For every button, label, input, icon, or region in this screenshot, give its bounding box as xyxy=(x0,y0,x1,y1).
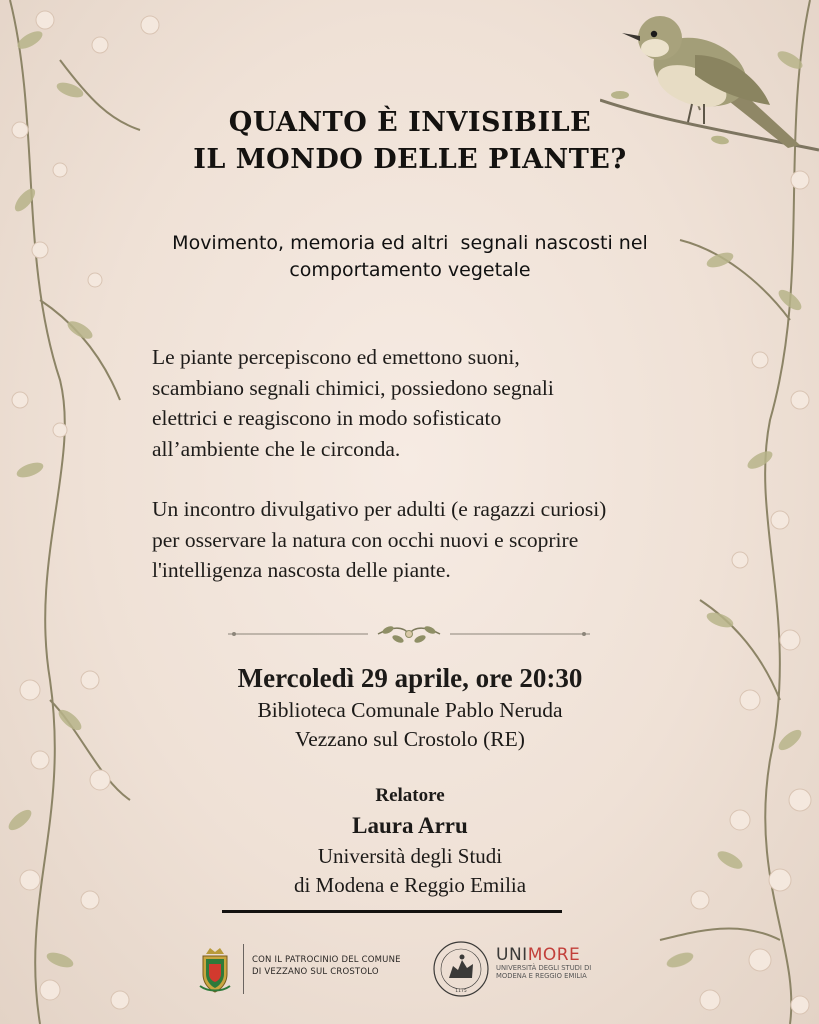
event-date: Mercoledì 29 aprile, ore 20:30 xyxy=(237,663,583,693)
event-details xyxy=(110,660,710,754)
event-venue: Biblioteca Comunale Pablo Neruda xyxy=(257,698,563,722)
description-paragraph-2 xyxy=(152,494,732,586)
unimore-brand-uni: UNI xyxy=(496,945,528,965)
paragraph-line: elettrici e reagiscono in modo sofisticato xyxy=(152,406,502,430)
speaker-affiliation-line-1: Università degli Studi xyxy=(317,844,503,868)
paragraph-line: Un incontro divulgativo per adulti (e ragazzi curiosi) xyxy=(152,497,607,521)
patronage-line-1: CON IL PATROCINIO DEL COMUNE xyxy=(252,955,401,965)
paragraph-line: Le piante percepiscono ed emettono suoni, xyxy=(152,345,520,369)
paragraph-line: per osservare la natura con occhi nuovi e scoprire xyxy=(152,527,579,552)
paragraph-line: scambiano segnali chimici, possiedono segnali xyxy=(152,375,554,400)
event-town: Vezzano sul Crostolo (RE) xyxy=(295,727,525,751)
subtitle xyxy=(90,230,730,284)
speaker-label: Relatore xyxy=(375,785,445,806)
unimore-brand-more: MORE xyxy=(527,945,581,965)
title-line-1: QUANTO È INVISIBILE xyxy=(228,107,592,138)
floral-divider-icon xyxy=(228,622,590,646)
subtitle-line-2: comportamento vegetale xyxy=(289,259,531,281)
title-line-2: IL MONDO DELLE PIANTE? xyxy=(193,144,627,175)
comune-crest-icon xyxy=(198,946,232,994)
description-paragraph-1 xyxy=(152,342,732,464)
speaker-block xyxy=(110,782,710,900)
divider-rule xyxy=(222,910,562,913)
footer-separator xyxy=(243,944,244,994)
unimore-brand xyxy=(496,946,606,964)
paragraph-line: all’ambiente che le circonda. xyxy=(152,436,401,461)
page-title xyxy=(150,104,670,178)
unimore-sub-line-1: UNIVERSITÀ DEGLI STUDI DI xyxy=(496,964,592,972)
speaker-affiliation-line-2: di Modena e Reggio Emilia xyxy=(293,873,527,897)
unimore-sub-line-2: MODENA E REGGIO EMILIA xyxy=(496,972,587,980)
seal-year: 1175 xyxy=(455,989,467,994)
patronage-line-2: DI VEZZANO SUL CROSTOLO xyxy=(252,967,379,977)
speaker-name: Laura Arru xyxy=(352,813,468,838)
paragraph-line: l'intelligenza nascosta delle piante. xyxy=(152,558,451,582)
subtitle-line-1: Movimento, memoria ed altri segnali nascosti nel xyxy=(172,232,648,254)
unimore-seal-icon xyxy=(432,940,490,998)
patronage-text xyxy=(252,954,422,978)
footer-logos xyxy=(190,940,610,1000)
unimore-logo xyxy=(496,946,606,980)
